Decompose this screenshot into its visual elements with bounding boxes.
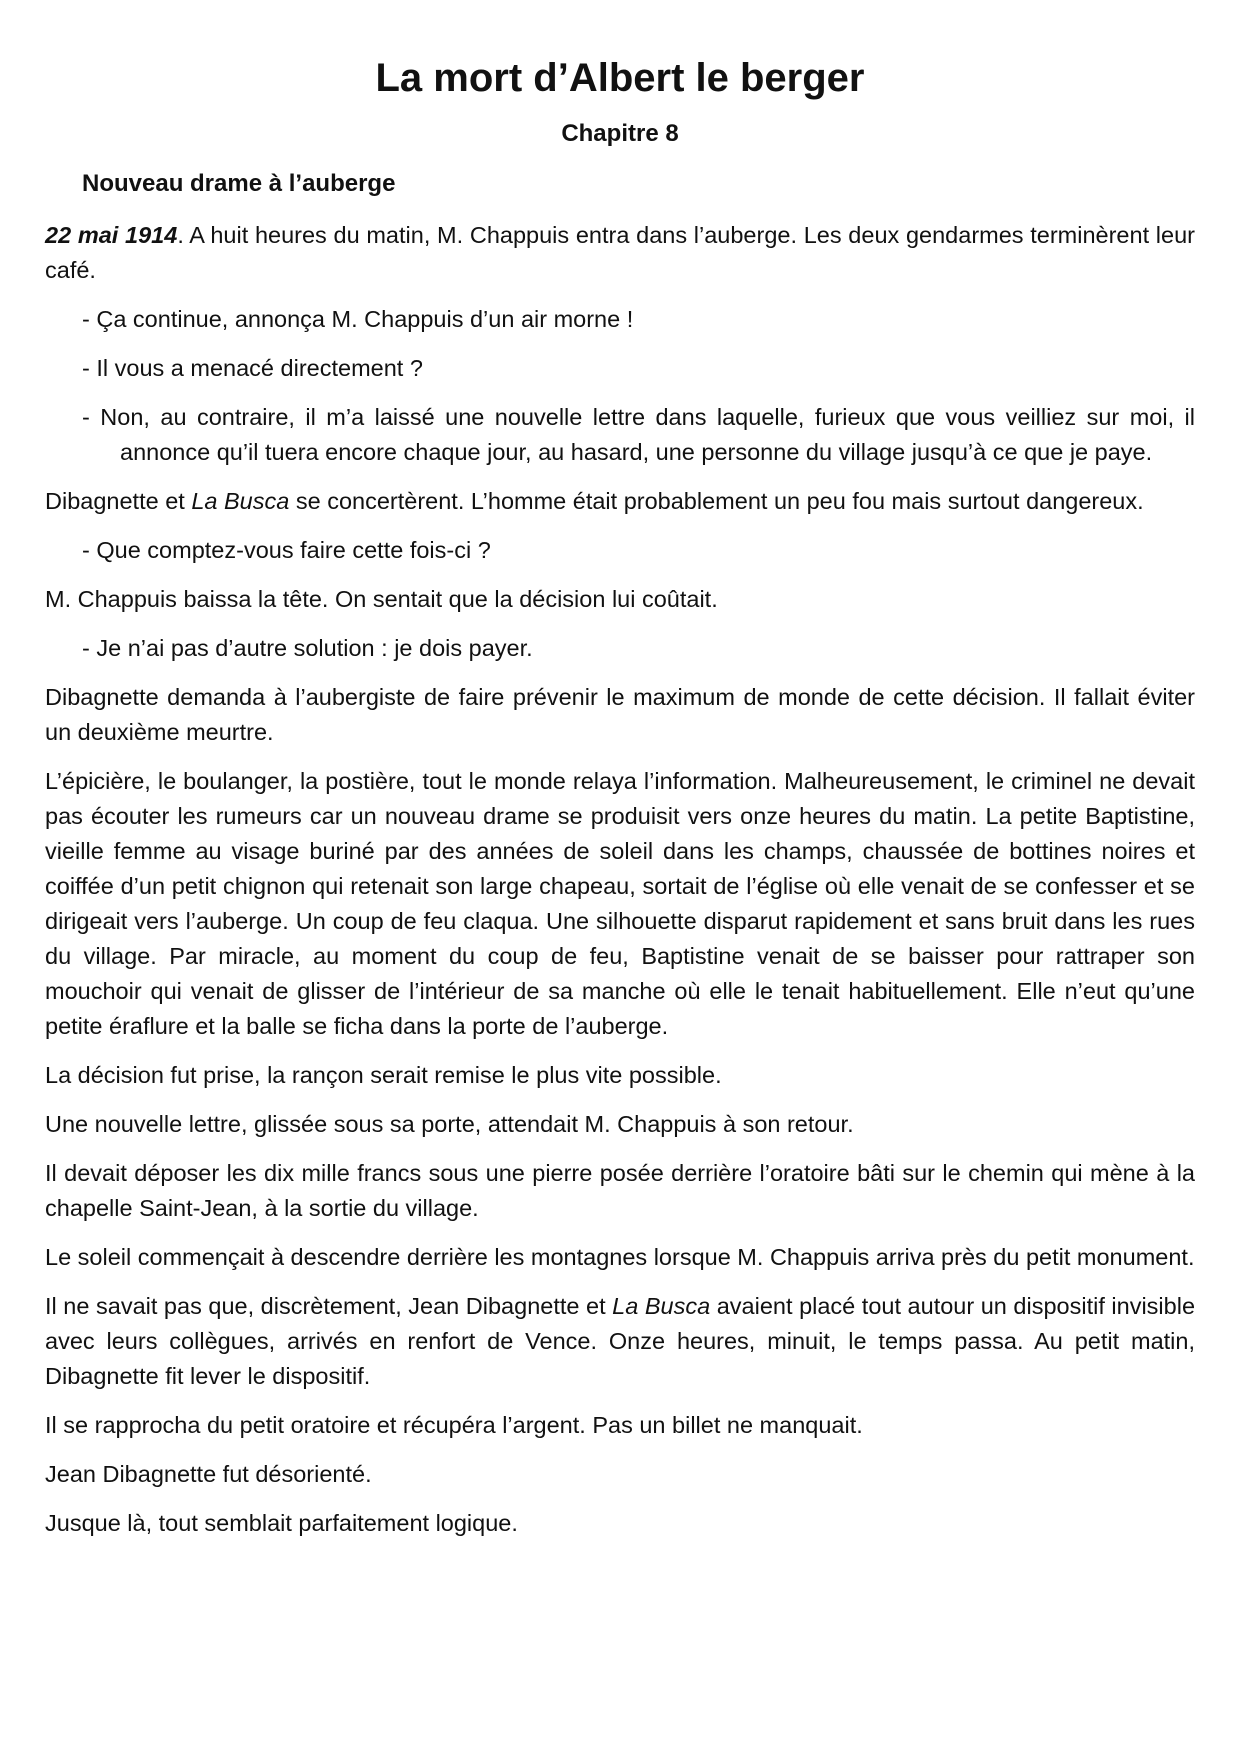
paragraph-1-text: . A huit heures du matin, M. Chappuis entra dans l’auberge. Les deux gendarmes terminèrent leur café. <box>45 222 1195 283</box>
paragraph-2-before: Dibagnette et <box>45 488 192 514</box>
paragraph-10-before: Il ne savait pas que, discrètement, Jean Dibagnette et <box>45 1293 613 1319</box>
paragraph-2-italic: La Busca <box>191 488 290 514</box>
dialogue-line-5: - Je n’ai pas d’autre solution : je dois payer. <box>82 635 533 661</box>
dialogue-line-1: - Ça continue, annonça M. Chappuis d’un air morne ! <box>82 306 634 332</box>
paragraph-1 <box>45 218 1195 288</box>
dialogue-line-3: - Non, au contraire, il m’a laissé une nouvelle lettre dans laquelle, furieux que vous veilliez sur moi, il annonce qu’il tuera encore chaque jour, au hasard, une personne du village jusqu’à ce que je paye. <box>82 404 1195 465</box>
paragraph-11: Il se rapprocha du petit oratoire et récupéra l’argent. Pas un billet ne manquait. <box>45 1412 863 1438</box>
paragraph-2-after: se concertèrent. L’homme était probablement un peu fou mais surtout dangereux. <box>289 488 1144 514</box>
date-emphasis: 22 mai 1914 <box>45 222 178 248</box>
paragraph-7: Une nouvelle lettre, glissée sous sa porte, attendait M. Chappuis à son retour. <box>45 1111 854 1137</box>
document-title: La mort d’Albert le berger <box>375 56 865 100</box>
body-text <box>45 218 1195 1541</box>
paragraph-8: Il devait déposer les dix mille francs sous une pierre posée derrière l’oratoire bâti sur le chemin qui mène à la chapelle Saint-Jean, à la sortie du village. <box>45 1160 1195 1221</box>
paragraph-13: Jusque là, tout semblait parfaitement logique. <box>45 1510 518 1536</box>
paragraph-3: M. Chappuis baissa la tête. On sentait que la décision lui coûtait. <box>45 586 718 612</box>
paragraph-6: La décision fut prise, la rançon serait remise le plus vite possible. <box>45 1062 722 1088</box>
paragraph-10-italic: La Busca <box>612 1293 711 1319</box>
paragraph-10 <box>45 1289 1195 1394</box>
paragraph-5: L’épicière, le boulanger, la postière, tout le monde relaya l’information. Malheureusement, le criminel ne devait pas écouter les rumeurs car un nouveau drame se produisit vers onze heures du matin. La petite Baptistine, vieille femme au visage buriné par des années de soleil dans les champs, chaussée de bottines noires et coiffée d’un petit chignon qui retenait son large chapeau, sortait de l’église où elle venait de se confesser et se dirigeait vers l’auberge. Un coup de feu claqua. Une silhouette disparut rapidement et sans bruit dans les rues du village. Par miracle, au moment du coup de feu, Baptistine venait de se baisser pour rattraper son mouchoir qui venait de glisser de l’intérieur de sa manche où elle le tenait habituellement. Elle n’eut qu’une petite éraflure et la balle se ficha dans la porte de l’auberge. <box>45 768 1195 1039</box>
paragraph-2 <box>45 484 1195 519</box>
dialogue-line-2: - Il vous a menacé directement ? <box>82 355 423 381</box>
paragraph-10-after: avaient placé tout autour un dispositif invisible avec leurs collègues, arrivés en renfort de Vence. Onze heures, minuit, le temps passa. Au petit matin, Dibagnette fit lever le dispositif. <box>45 1293 1196 1389</box>
chapter-label: Chapitre 8 <box>561 120 679 147</box>
paragraph-12: Jean Dibagnette fut désorienté. <box>45 1461 372 1487</box>
paragraph-4: Dibagnette demanda à l’aubergiste de faire prévenir le maximum de monde de cette décision. Il fallait éviter un deuxième meurtre. <box>45 684 1195 745</box>
section-heading: Nouveau drame à l’auberge <box>82 170 396 197</box>
paragraph-9: Le soleil commençait à descendre derrière les montagnes lorsque M. Chappuis arriva près du petit monument. <box>45 1244 1195 1270</box>
dialogue-line-4: - Que comptez-vous faire cette fois-ci ? <box>82 537 491 563</box>
